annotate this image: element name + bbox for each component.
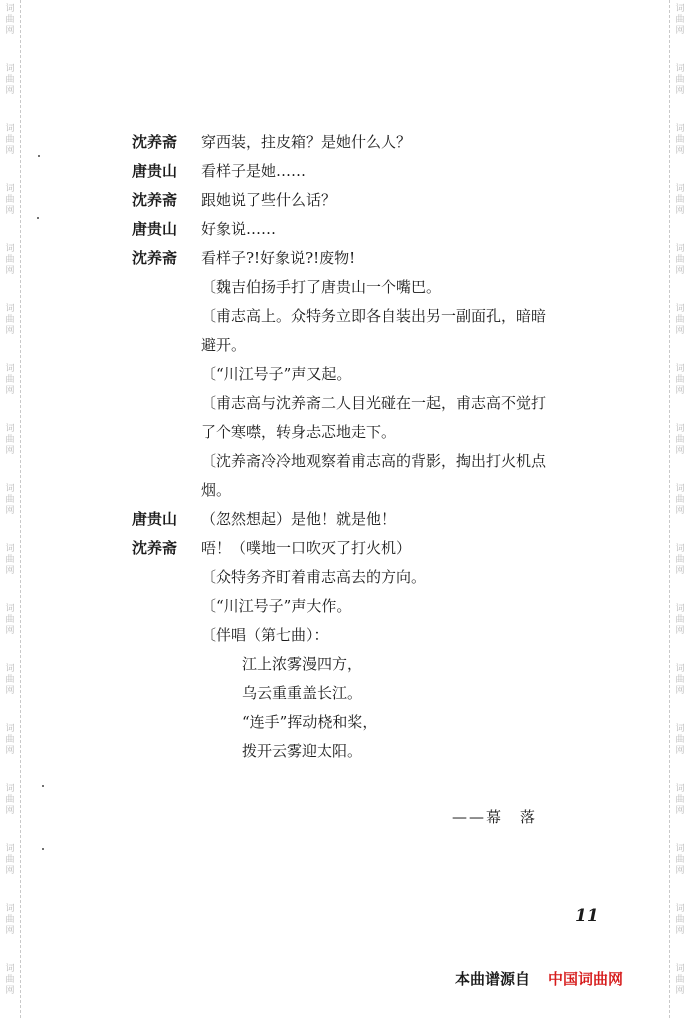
lyric-line: 乌云重重盖长江。 xyxy=(242,684,363,702)
watermark-stamp: 词 曲 网 xyxy=(675,724,685,756)
speaker-name: 沈养斋 xyxy=(132,249,178,267)
footer-label: 本曲谱源自 xyxy=(455,970,531,988)
watermark-stamp: 词 曲 网 xyxy=(675,544,685,576)
watermark-stamp: 词 曲 网 xyxy=(5,244,15,276)
scan-speck xyxy=(42,848,44,850)
watermark-stamp: 词 曲 网 xyxy=(675,604,685,636)
watermark-stamp: 词 曲 网 xyxy=(5,184,15,216)
stage-direction-line: 〔甫志高与沈养斋二人目光碰在一起，甫志高不觉打 xyxy=(201,394,547,412)
stage-direction-line: 〔沈养斋冷冷地观察着甫志高的背影，掏出打火机点 xyxy=(201,452,547,470)
scan-speck xyxy=(38,155,40,157)
watermark-stamp: 词 曲 网 xyxy=(5,124,15,156)
speaker-name: 唐贵山 xyxy=(132,162,178,180)
dialogue-line xyxy=(132,244,632,273)
watermark-stamp: 词 曲 网 xyxy=(5,964,15,996)
watermark-stamp: 词 曲 网 xyxy=(675,964,685,996)
speech-text: 好象说…… xyxy=(201,220,277,238)
dialogue-line xyxy=(132,157,632,186)
speech-text: 看样子?!好象说?!废物! xyxy=(201,249,356,267)
stage-direction-line: 〔魏吉伯扬手打了唐贵山一个嘴巴。 xyxy=(201,278,442,296)
watermark-stamp: 词 曲 网 xyxy=(675,904,685,936)
watermark-stamp: 词 曲 网 xyxy=(5,4,15,36)
dialogue-line xyxy=(132,505,632,534)
watermark-stamp: 词 曲 网 xyxy=(5,904,15,936)
stage-direction-line: 〔“川江号子”声大作。 xyxy=(201,597,352,615)
scan-speck xyxy=(37,217,39,219)
watermark-stamp: 词 曲 网 xyxy=(675,4,685,36)
stage-direction-line: 〔伴唱（第七曲）： xyxy=(201,626,329,644)
curtain-falls: ——幕 落 xyxy=(452,808,538,826)
speaker-name: 唐贵山 xyxy=(132,220,178,238)
dialogue-line xyxy=(132,534,632,563)
footer-site-link[interactable]: 中国词曲网 xyxy=(548,970,624,988)
stage-direction-line: 〔众特务齐盯着甫志高去的方向。 xyxy=(201,568,427,586)
stage-direction-block xyxy=(132,273,632,505)
lyric-line: 拨开云雾迎太阳。 xyxy=(242,742,363,760)
dialogue-line xyxy=(132,215,632,244)
song-lyrics xyxy=(132,650,632,766)
lyric-line: 江上浓雾漫四方， xyxy=(242,655,363,673)
watermark-stamp: 词 曲 网 xyxy=(5,604,15,636)
watermark-stamp: 词 曲 网 xyxy=(675,124,685,156)
stage-direction-line: 〔“川江号子”声又起。 xyxy=(201,365,352,383)
stage-direction-line: 烟。 xyxy=(201,481,232,499)
watermark-stamp: 词 曲 网 xyxy=(675,664,685,696)
watermark-stamp: 词 曲 网 xyxy=(675,784,685,816)
lyric-line: “连手”挥动桡和桨， xyxy=(242,713,378,731)
source-footer xyxy=(455,968,623,989)
speaker-name: 唐贵山 xyxy=(132,510,178,528)
speech-text: 看样子是她…… xyxy=(201,162,307,180)
dialogue-line xyxy=(132,128,632,157)
stage-direction-block xyxy=(132,563,632,650)
watermark-stamp: 词 曲 网 xyxy=(5,664,15,696)
speaker-name: 沈养斋 xyxy=(132,133,178,151)
speaker-name: 沈养斋 xyxy=(132,191,178,209)
stage-direction-line: 避开。 xyxy=(201,336,247,354)
watermark-stamp: 词 曲 网 xyxy=(675,424,685,456)
watermark-stamp: 词 曲 网 xyxy=(5,844,15,876)
watermark-stamp: 词 曲 网 xyxy=(5,724,15,756)
watermark-stamp: 词 曲 网 xyxy=(675,304,685,336)
watermark-stamp: 词 曲 网 xyxy=(5,484,15,516)
speech-text: 跟她说了些什么话？ xyxy=(201,191,337,209)
watermark-stamp: 词 曲 网 xyxy=(675,184,685,216)
watermark-stamp: 词 曲 网 xyxy=(675,364,685,396)
watermark-stamp: 词 曲 网 xyxy=(675,244,685,276)
speech-text: （忽然想起）是他！就是他！ xyxy=(201,510,397,528)
watermark-stamp: 词 曲 网 xyxy=(675,484,685,516)
script-body xyxy=(132,128,632,766)
watermark-stamp: 词 曲 网 xyxy=(5,784,15,816)
page-number: 11 xyxy=(575,906,599,926)
watermark-stamp: 词 曲 网 xyxy=(5,304,15,336)
stage-direction-line: 了个寒噤，转身忐忑地走下。 xyxy=(201,423,397,441)
speaker-name: 沈养斋 xyxy=(132,539,178,557)
dialogue-line xyxy=(132,186,632,215)
watermark-stamp: 词 曲 网 xyxy=(675,844,685,876)
scan-speck xyxy=(42,785,44,787)
watermark-stamp: 词 曲 网 xyxy=(5,364,15,396)
stage-direction-line: 〔甫志高上。众特务立即各自装出另一副面孔，暗暗 xyxy=(201,307,547,325)
watermark-stamp: 词 曲 网 xyxy=(5,64,15,96)
speech-text: 穿西装，拄皮箱？是她什么人？ xyxy=(201,133,412,151)
watermark-stamp: 词 曲 网 xyxy=(5,424,15,456)
speech-text: 唔！（噗地一口吹灭了打火机） xyxy=(201,539,412,557)
watermark-stamp: 词 曲 网 xyxy=(675,64,685,96)
watermark-stamp: 词 曲 网 xyxy=(5,544,15,576)
